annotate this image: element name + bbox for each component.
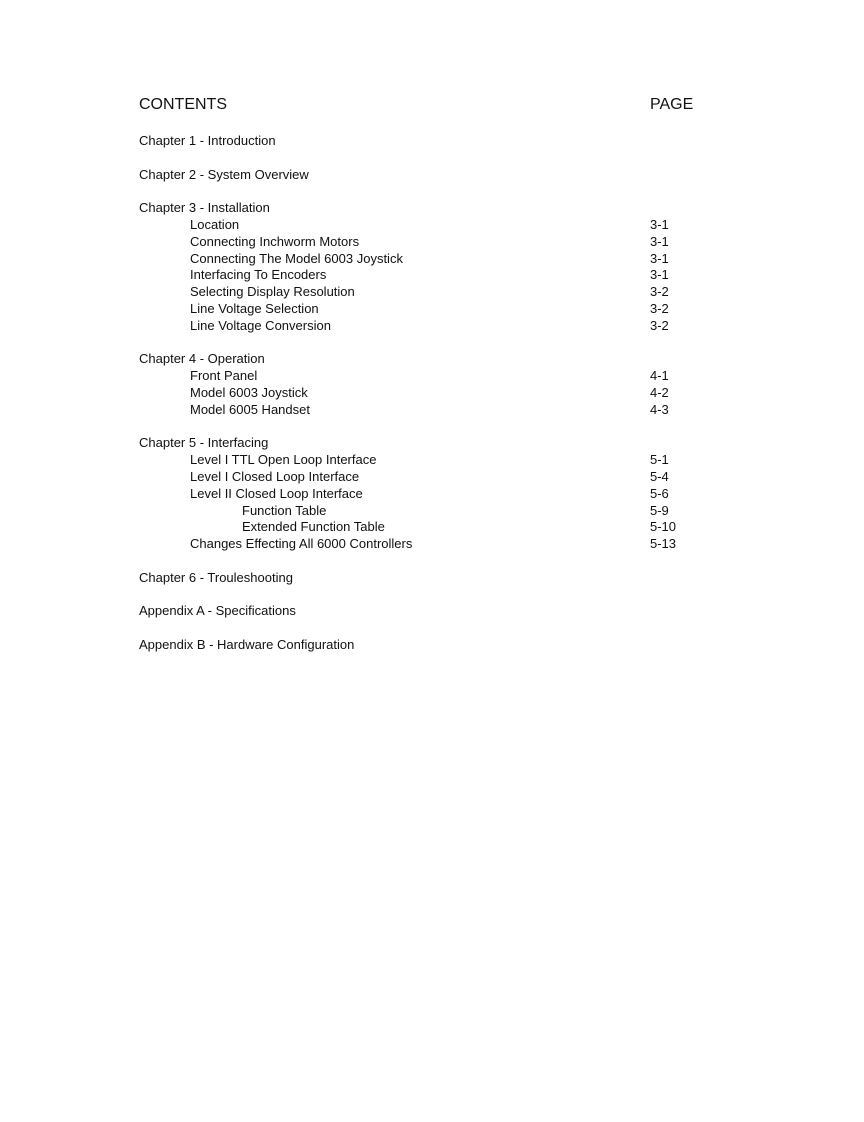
toc-entry-page: 5-9 [650,502,669,518]
toc-entry-page: 3-2 [650,300,669,316]
chapter-title: Appendix B - Hardware Configuration [139,636,355,652]
chapter-heading [139,570,699,587]
toc-entry-page: 3-1 [650,233,669,249]
toc-entry [139,234,699,251]
chapter-title: Appendix A - Specifications [139,603,296,619]
toc-entry-page: 5-10 [650,519,677,535]
toc-entry [139,217,699,234]
chapter-block [139,435,699,553]
toc-entry-label: Selecting Display Resolution [190,284,355,300]
chapter-title: Chapter 6 - Trouleshooting [139,569,293,585]
table-of-contents [139,133,699,671]
toc-entry [139,402,699,419]
toc-entry [139,284,699,301]
toc-entry-label: Level I Closed Loop Interface [190,468,360,484]
chapter-block [139,570,699,587]
toc-entry-page: 5-1 [650,452,669,468]
toc-entry-label: Interfacing To Encoders [190,267,327,283]
toc-entry-page: 5-6 [650,485,669,501]
toc-entry [139,536,699,553]
toc-entry-label: Level I TTL Open Loop Interface [190,452,377,468]
toc-entry-label: Changes Effecting All 6000 Controllers [190,536,413,552]
chapter-block [139,133,699,150]
toc-entry-label: Level II Closed Loop Interface [190,485,363,501]
toc-header [139,96,699,118]
toc-entry [139,368,699,385]
toc-entry-label: Connecting The Model 6003 Joystick [190,250,403,266]
chapter-heading [139,435,699,452]
toc-entry-page: 5-4 [650,468,669,484]
chapter-heading [139,637,699,654]
toc-entry [139,452,699,469]
toc-entry [139,519,699,536]
toc-entry-page: 3-1 [650,250,669,266]
chapter-title: Chapter 1 - Introduction [139,133,276,148]
chapter-title: Chapter 4 - Operation [139,351,265,367]
chapter-block [139,167,699,184]
toc-entry [139,469,699,486]
toc-entry-page: 4-1 [650,368,669,384]
chapter-title: Chapter 2 - System Overview [139,166,309,182]
chapter-heading [139,167,699,184]
toc-entry [139,385,699,402]
toc-entry-page: 4-3 [650,401,669,417]
toc-entry-page: 3-1 [650,267,669,283]
toc-entry [139,251,699,268]
chapter-heading [139,200,699,217]
chapter-title: Chapter 3 - Installation [139,200,270,216]
toc-entry-page: 4-2 [650,384,669,400]
toc-entry-label: Location [190,216,240,232]
toc-entry-label: Connecting Inchworm Motors [190,233,360,249]
toc-entry-label: Line Voltage Selection [190,300,319,316]
toc-entry-label: Front Panel [190,368,258,384]
toc-entry-label: Model 6003 Joystick [190,384,308,400]
page-column-label: PAGE [650,96,694,113]
chapter-block [139,200,699,334]
toc-entry [139,486,699,503]
chapter-title: Chapter 5 - Interfacing [139,435,269,451]
chapter-heading [139,351,699,368]
chapter-block [139,603,699,620]
contents-title: CONTENTS [139,96,227,113]
chapter-block [139,637,699,654]
chapter-heading [139,133,699,150]
toc-entry-label: Line Voltage Conversion [190,317,331,333]
toc-entry-page: 3-2 [650,284,669,300]
toc-entry [139,267,699,284]
toc-entry-page: 3-2 [650,317,669,333]
toc-entry [139,318,699,335]
toc-entry-page: 5-13 [650,536,677,552]
chapter-block [139,351,699,418]
chapter-heading [139,603,699,620]
toc-entry [139,301,699,318]
toc-entry-label: Extended Function Table [242,519,385,535]
toc-entry-label: Model 6005 Handset [190,401,310,417]
toc-entry-page: 3-1 [650,216,669,232]
toc-entry [139,503,699,520]
toc-entry-label: Function Table [242,502,327,518]
